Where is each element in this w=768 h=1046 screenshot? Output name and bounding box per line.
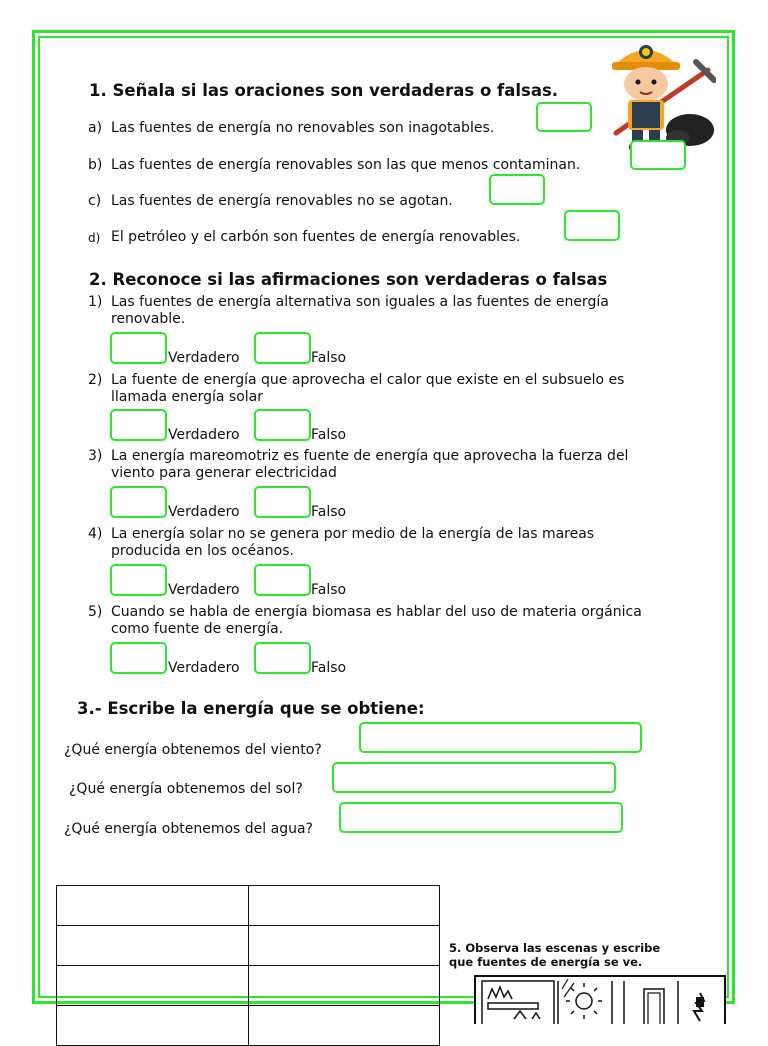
s2-item-1-line2: renovable. [111, 311, 186, 327]
s2-item-1-line1: Las fuentes de energía alternativa son iguales a las fuentes de energía [111, 294, 609, 310]
s2-item-4-number: 4) [88, 526, 103, 542]
s2-item-5-number: 5) [88, 604, 103, 620]
s2-item-5-line1: Cuando se habla de energía biomasa es hablar del uso de materia orgánica [111, 604, 642, 620]
s2-item-4-true-label: Verdadero [168, 582, 240, 598]
s2-item-5-line2: como fuente de energía. [111, 621, 284, 637]
s2-item-2-line1: La fuente de energía que aprovecha el calor que existe en el subsuelo es [111, 372, 625, 388]
s2-item-3-false-box[interactable] [254, 486, 311, 518]
s2-item-5-false-label: Falso [311, 660, 347, 676]
s2-item-3-line1: La energía mareomotriz es fuente de energía que aprovecha la fuerza del [111, 448, 629, 464]
s2-item-4-line1: La energía solar no se genera por medio de la energía de las mareas [111, 526, 595, 542]
table-cell[interactable] [248, 1006, 440, 1046]
table-cell[interactable] [57, 886, 249, 926]
s1-answer-box-c[interactable] [489, 174, 545, 205]
table-row [57, 1006, 440, 1046]
s2-item-3-true-box[interactable] [110, 486, 167, 518]
table-cell[interactable] [57, 1006, 249, 1046]
s1-letter-b: b) [88, 157, 103, 173]
s1-answer-box-b[interactable] [630, 140, 686, 170]
s1-statement-d: El petróleo y el carbón son fuentes de energía renovables. [111, 229, 521, 245]
scenes-illustration [474, 975, 726, 1024]
table-row [57, 926, 440, 966]
section5-instruction-line2: que fuentes de energía se ve. [449, 955, 643, 969]
s2-item-2-number: 2) [88, 372, 103, 388]
s2-item-2-true-label: Verdadero [168, 427, 240, 443]
answer-table [56, 885, 440, 1046]
table-row [57, 886, 440, 926]
s2-item-4-line2: producida en los océanos. [111, 543, 294, 559]
s2-item-5-false-box[interactable] [254, 642, 311, 674]
s2-item-1-false-label: Falso [311, 350, 347, 366]
s2-item-2-false-label: Falso [311, 427, 347, 443]
s1-answer-box-a[interactable] [536, 102, 592, 132]
s2-item-2-false-box[interactable] [254, 409, 311, 441]
s2-item-5-true-box[interactable] [110, 642, 167, 674]
table-row [57, 966, 440, 1006]
miner-illustration [598, 38, 716, 156]
section1-title: 1. Señala si las oraciones son verdaderas o falsas. [89, 81, 559, 100]
s2-item-3-number: 3) [88, 448, 103, 464]
table-cell[interactable] [57, 926, 249, 966]
table-cell[interactable] [248, 886, 440, 926]
s2-item-3-true-label: Verdadero [168, 504, 240, 520]
s2-item-3-line2: viento para generar electricidad [111, 465, 337, 481]
s2-item-4-false-box[interactable] [254, 564, 311, 596]
s2-item-4-true-box[interactable] [110, 564, 167, 596]
s1-letter-d: d) [88, 231, 101, 245]
s2-item-2-true-box[interactable] [110, 409, 167, 441]
s3-answer-field-wind[interactable] [359, 722, 642, 753]
table-cell[interactable] [248, 926, 440, 966]
s1-statement-c: Las fuentes de energía renovables no se agotan. [111, 193, 453, 209]
section2-title: 2. Reconoce si las afirmaciones son verdaderas o falsas [89, 270, 608, 289]
s3-question-sun: ¿Qué energía obtenemos del sol? [69, 781, 303, 797]
s2-item-1-number: 1) [88, 294, 103, 310]
s2-item-1-true-box[interactable] [110, 332, 167, 364]
section3-title: 3.- Escribe la energía que se obtiene: [77, 699, 425, 718]
table-cell[interactable] [57, 966, 249, 1006]
s3-answer-field-water[interactable] [339, 802, 623, 833]
s1-letter-c: c) [88, 193, 102, 209]
s2-item-5-true-label: Verdadero [168, 660, 240, 676]
s3-question-wind: ¿Qué energía obtenemos del viento? [64, 742, 322, 758]
s2-item-1-true-label: Verdadero [168, 350, 240, 366]
section5-instruction-line1: 5. Observa las escenas y escribe [449, 941, 661, 955]
s2-item-3-false-label: Falso [311, 504, 347, 520]
s2-item-4-false-label: Falso [311, 582, 347, 598]
s1-statement-a: Las fuentes de energía no renovables son inagotables. [111, 120, 495, 136]
s1-statement-b: Las fuentes de energía renovables son las que menos contaminan. [111, 157, 581, 173]
table-cell[interactable] [248, 966, 440, 1006]
s3-question-water: ¿Qué energía obtenemos del agua? [64, 821, 313, 837]
s1-answer-box-d[interactable] [564, 210, 620, 241]
s2-item-2-line2: llamada energía solar [111, 389, 263, 405]
s3-answer-field-sun[interactable] [332, 762, 616, 793]
s1-letter-a: a) [88, 120, 103, 136]
s2-item-1-false-box[interactable] [254, 332, 311, 364]
